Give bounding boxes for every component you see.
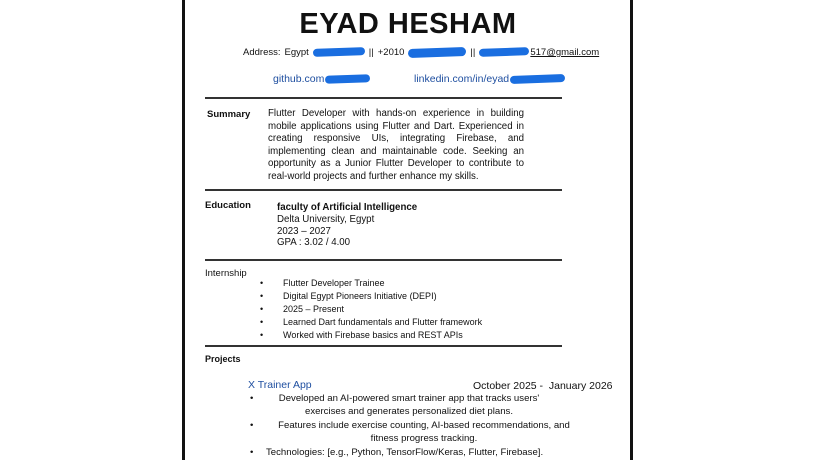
project-bullets	[250, 393, 580, 462]
summary-label: Summary	[207, 109, 251, 120]
list-item	[250, 447, 580, 460]
list-item: • Digital Egypt Pioneers Initiative (DEPI)	[260, 291, 482, 304]
page-border-left	[182, 0, 185, 460]
address: Egypt	[284, 47, 309, 58]
linkedin-row	[414, 73, 565, 85]
divider	[205, 259, 562, 261]
list-item: • 2025 – Present	[260, 304, 482, 317]
divider	[205, 97, 562, 99]
project-title: X Trainer App	[248, 379, 312, 391]
linkedin-link[interactable]: linkedin.com/in/eyad	[414, 73, 510, 85]
list-item	[250, 420, 580, 445]
list-item: • Worked with Firebase basics and REST APIs	[260, 330, 482, 343]
candidate-name: EYAD HESHAM	[299, 8, 517, 40]
address-label: Address:	[243, 47, 281, 58]
bullet-text: Developed an AI-powered smart trainer app that tracks users' exercises and generates personalized diet plans.	[278, 393, 540, 417]
projects-label: Projects	[205, 354, 241, 364]
internship-list	[260, 278, 482, 343]
bullet-text: Technologies: [e.g., Python, TensorFlow/Keras, Flutter, Firebase].	[266, 447, 544, 458]
list-item: • Learned Dart fundamentals and Flutter framework	[260, 317, 482, 330]
separator: ||	[470, 47, 476, 58]
gpa: GPA : 3.02 / 4.00	[277, 237, 351, 249]
github-row	[273, 73, 370, 85]
list-item: • Flutter Developer Trainee	[260, 278, 482, 291]
redaction-mark	[510, 74, 565, 84]
contact-line	[243, 47, 603, 58]
page-border-right	[630, 0, 633, 460]
redaction-mark	[325, 74, 370, 84]
phone: +2010	[377, 47, 405, 58]
redaction-mark	[313, 48, 365, 58]
list-item	[250, 393, 580, 418]
education-label: Education	[205, 200, 251, 211]
redaction-mark	[408, 47, 466, 58]
divider	[205, 189, 562, 191]
divider	[205, 345, 562, 347]
summary-text: Flutter Developer with hands-on experience in building mobile applications using Flutter and Dart. Experienced in creating responsive UIs, integrating Firebase, and implementing clean and maintainable code. Seeking an opportunity as a Junior Flutter Developer to contribute to real-world projects and further enhance my skills.	[268, 108, 524, 182]
project-dates: October 2025 - January 2026	[473, 380, 613, 392]
faculty: faculty of Artificial Intelligence	[277, 202, 418, 213]
education-details	[277, 202, 417, 249]
internship-label: Internship	[205, 268, 247, 279]
github-link[interactable]: github.com	[273, 73, 325, 85]
years: 2023 – 2027	[277, 225, 331, 237]
university: Delta University, Egypt	[277, 213, 375, 225]
bullet-text: Features include exercise counting, AI-based recommendations, and fitness progress tracking.	[278, 420, 570, 444]
redaction-mark	[479, 48, 529, 58]
email[interactable]: 517@gmail.com	[530, 47, 600, 58]
separator: ||	[368, 47, 374, 58]
